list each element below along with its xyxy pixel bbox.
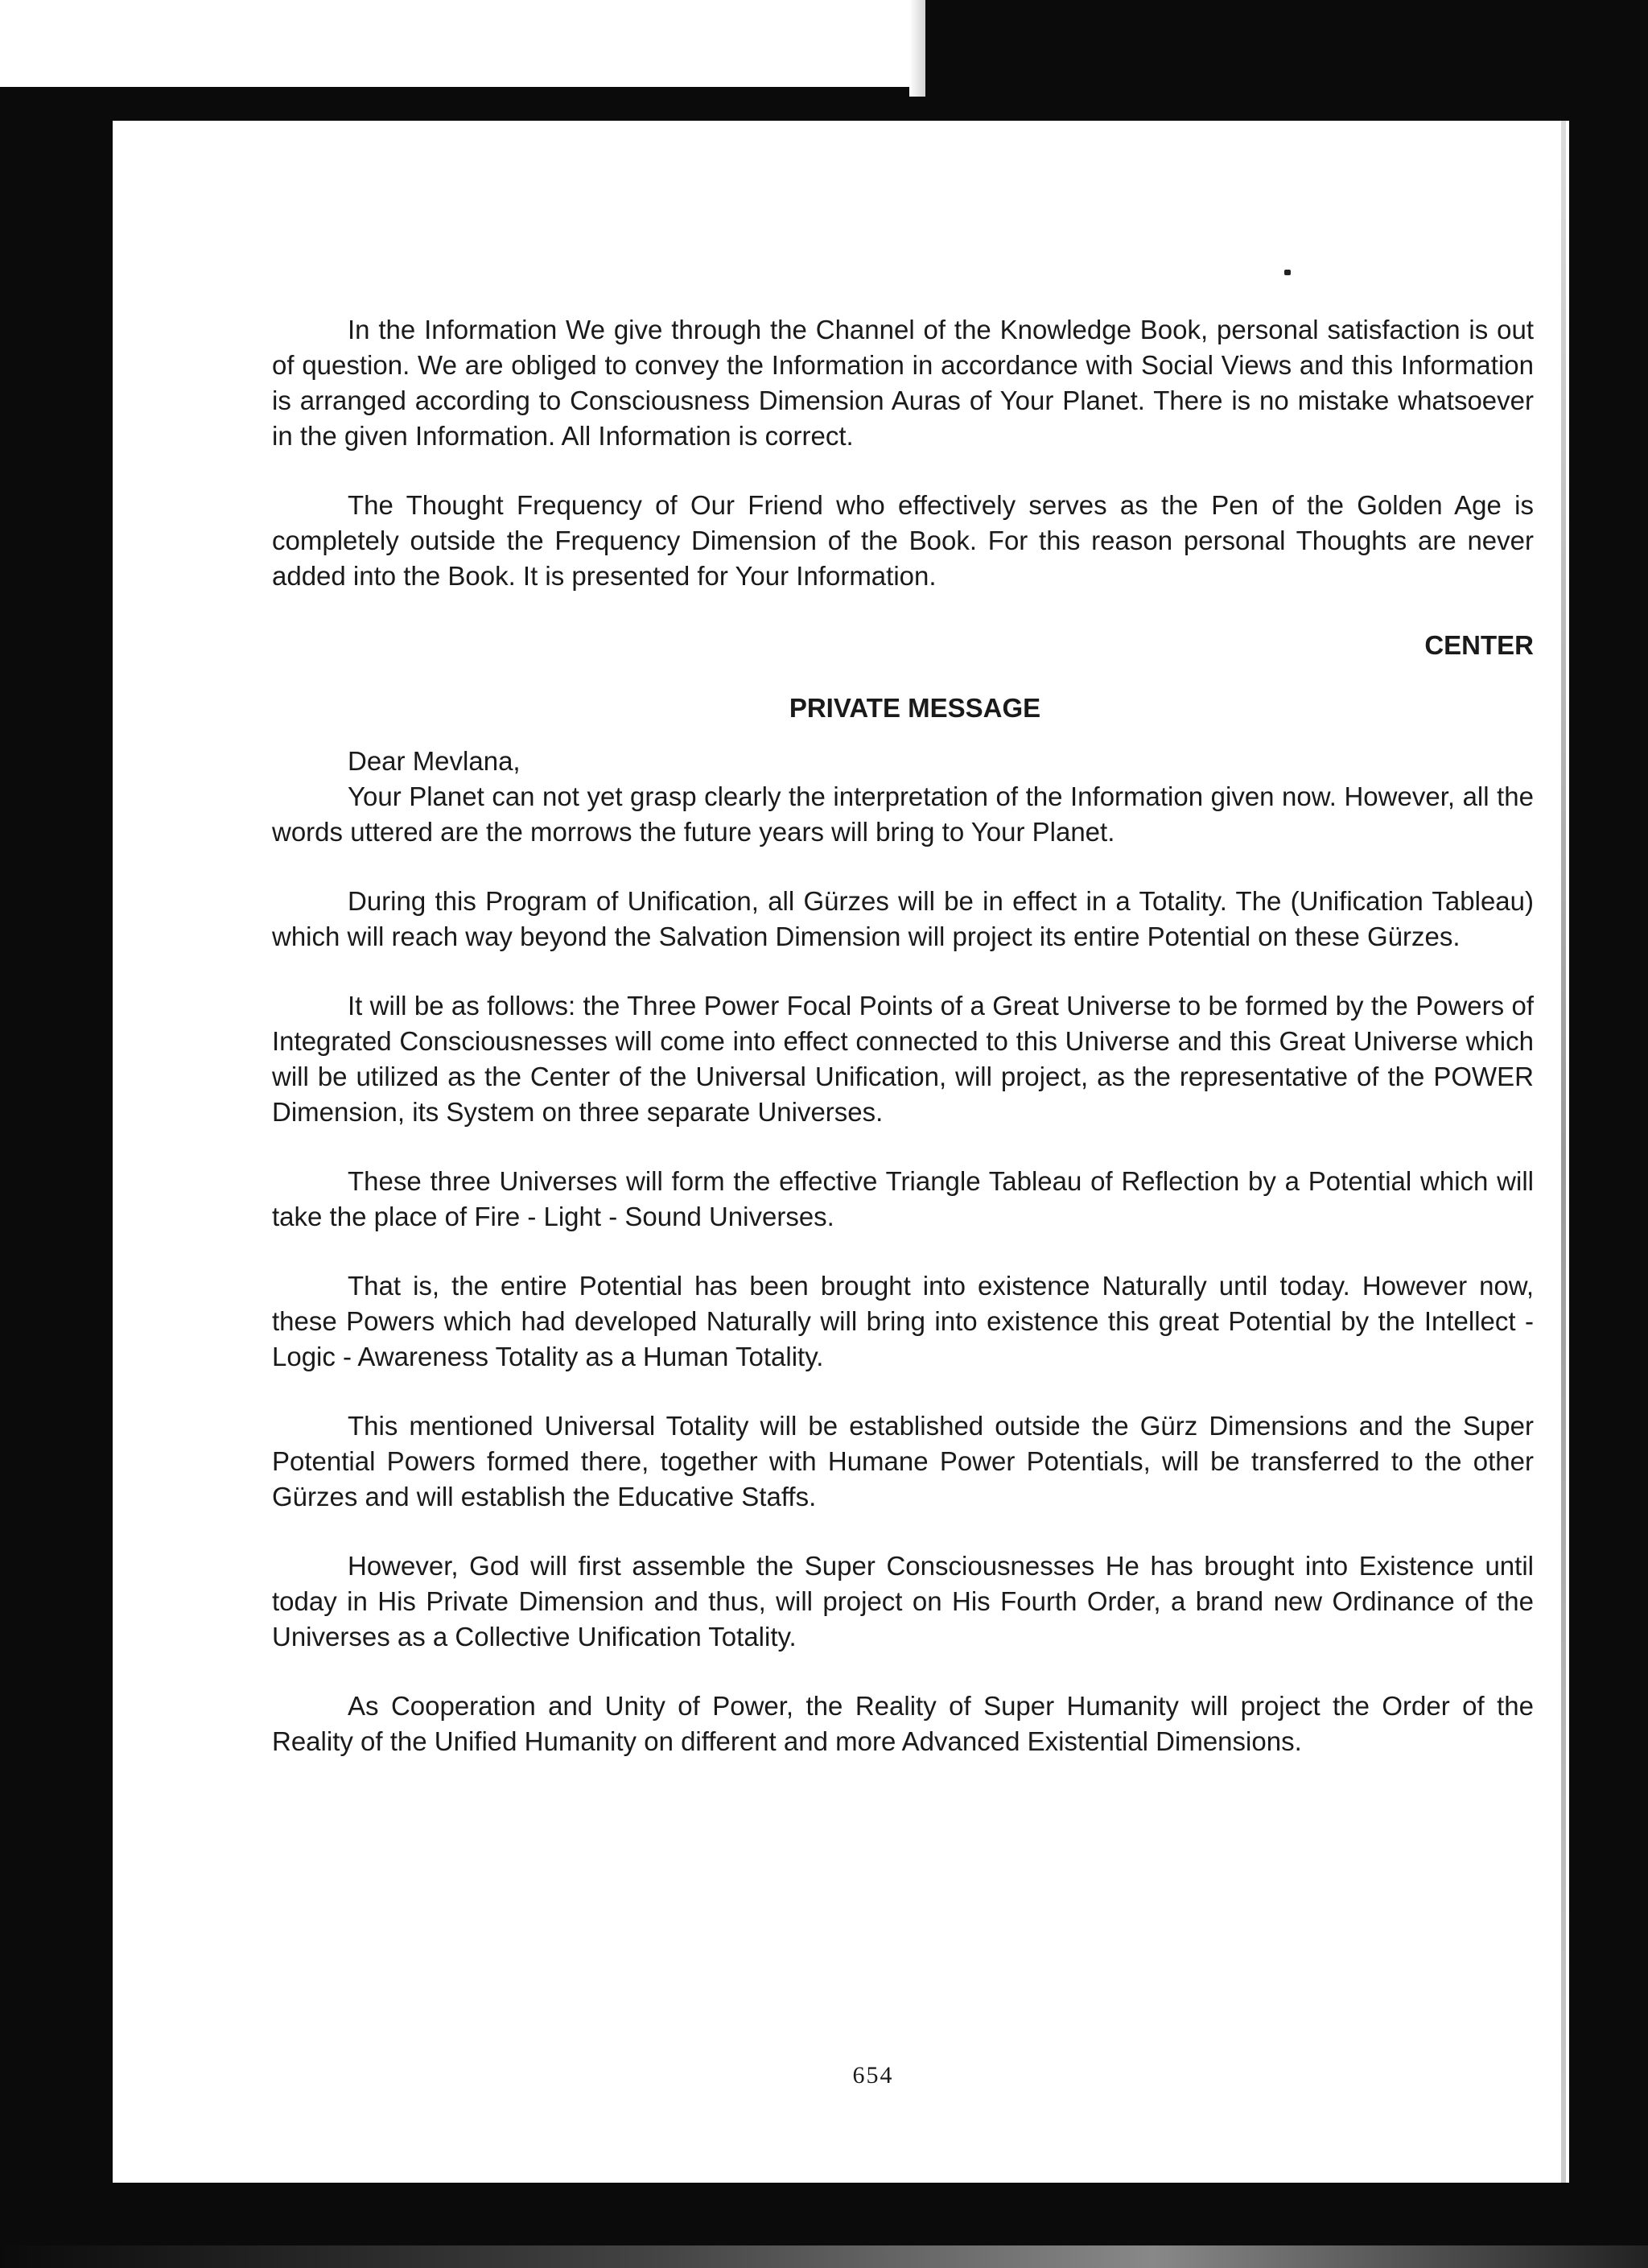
page-edge xyxy=(1561,121,1566,2183)
paragraph-intro-2: The Thought Frequency of Our Friend who effectively serves as the Pen of the Golden Age is completely outside the Frequency Dimension of the Book. For this reason personal Thoughts are never added into the Book. It is presented for Your Information. xyxy=(272,490,1534,591)
paragraph-message-6: This mentioned Universal Totality will be established outside the Gürz Dimensions and the Super Potential Powers formed there, together with Humane Power Potentials, will be transferred to the other Gürzes and will establish the Educative Staffs. xyxy=(272,1411,1534,1511)
paragraph-message-7: However, God will first assemble the Super Consciousnesses He has brought into Existence until today in His Private Dimension and thus, will project on His Fourth Order, a brand new Ordinance of the Universes as a Collective Unification Totality. xyxy=(272,1551,1534,1652)
paragraph-intro-1: In the Information We give through the Channel of the Knowledge Book, personal satisfaction is out of question. We are obliged to convey the Information in accordance with Social Views and this Information is arranged according to Consciousness Dimension Auras of Your Planet. There is no mistake whatsoever in the given Information. All Information is correct. xyxy=(272,315,1534,451)
paragraph-message-8: As Cooperation and Unity of Power, the Reality of Super Humanity will project the Order of the Reality of the Unified Humanity on different and more Advanced Existential Dimensions. xyxy=(272,1691,1534,1756)
paragraph-message-3: It will be as follows: the Three Power Focal Points of a Great Universe to be formed by the Powers of Integrated Consciousnesses will come into effect connected to this Universe and this Great Universe which will be utilized as the Center of the Universal Unification, will project, as the representative of the POWER Dimension, its System on three separate Universes. xyxy=(272,991,1534,1127)
paragraph-message-4: These three Universes will form the effective Triangle Tableau of Reflection by a Potential which will take the place of Fire - Light - Sound Universes. xyxy=(272,1166,1534,1231)
paragraph-message-2: During this Program of Unification, all Gürzes will be in effect in a Totality. The (Unification Tableau) which will reach way beyond the Salvation Dimension will project its entire Potential on these Gürzes. xyxy=(272,886,1534,951)
ink-speck xyxy=(1284,270,1291,275)
page-number: 654 xyxy=(852,2062,894,2089)
section-heading: PRIVATE MESSAGE xyxy=(789,693,1041,723)
scan-border-right xyxy=(1569,89,1648,2268)
book-page xyxy=(113,121,1569,2183)
paragraph-message-1: Your Planet can not yet grasp clearly the interpretation of the Information given now. However, all the words uttered are the morrows the future years will bring to Your Planet. xyxy=(272,781,1534,847)
text-column xyxy=(272,312,1534,1759)
scan-border-left xyxy=(0,89,113,2268)
scan-edge-strip xyxy=(0,2245,1648,2268)
signature-center: CENTER xyxy=(1424,630,1534,660)
salutation: Dear Mevlana, xyxy=(348,746,521,776)
scan-border-top-right xyxy=(925,0,1648,97)
paragraph-message-5: That is, the entire Potential has been brought into existence Naturally until today. However now, these Powers which had developed Naturally will bring into existence this great Potential by the Intellect - Logic - Awareness Totality as a Human Totality. xyxy=(272,1271,1534,1371)
